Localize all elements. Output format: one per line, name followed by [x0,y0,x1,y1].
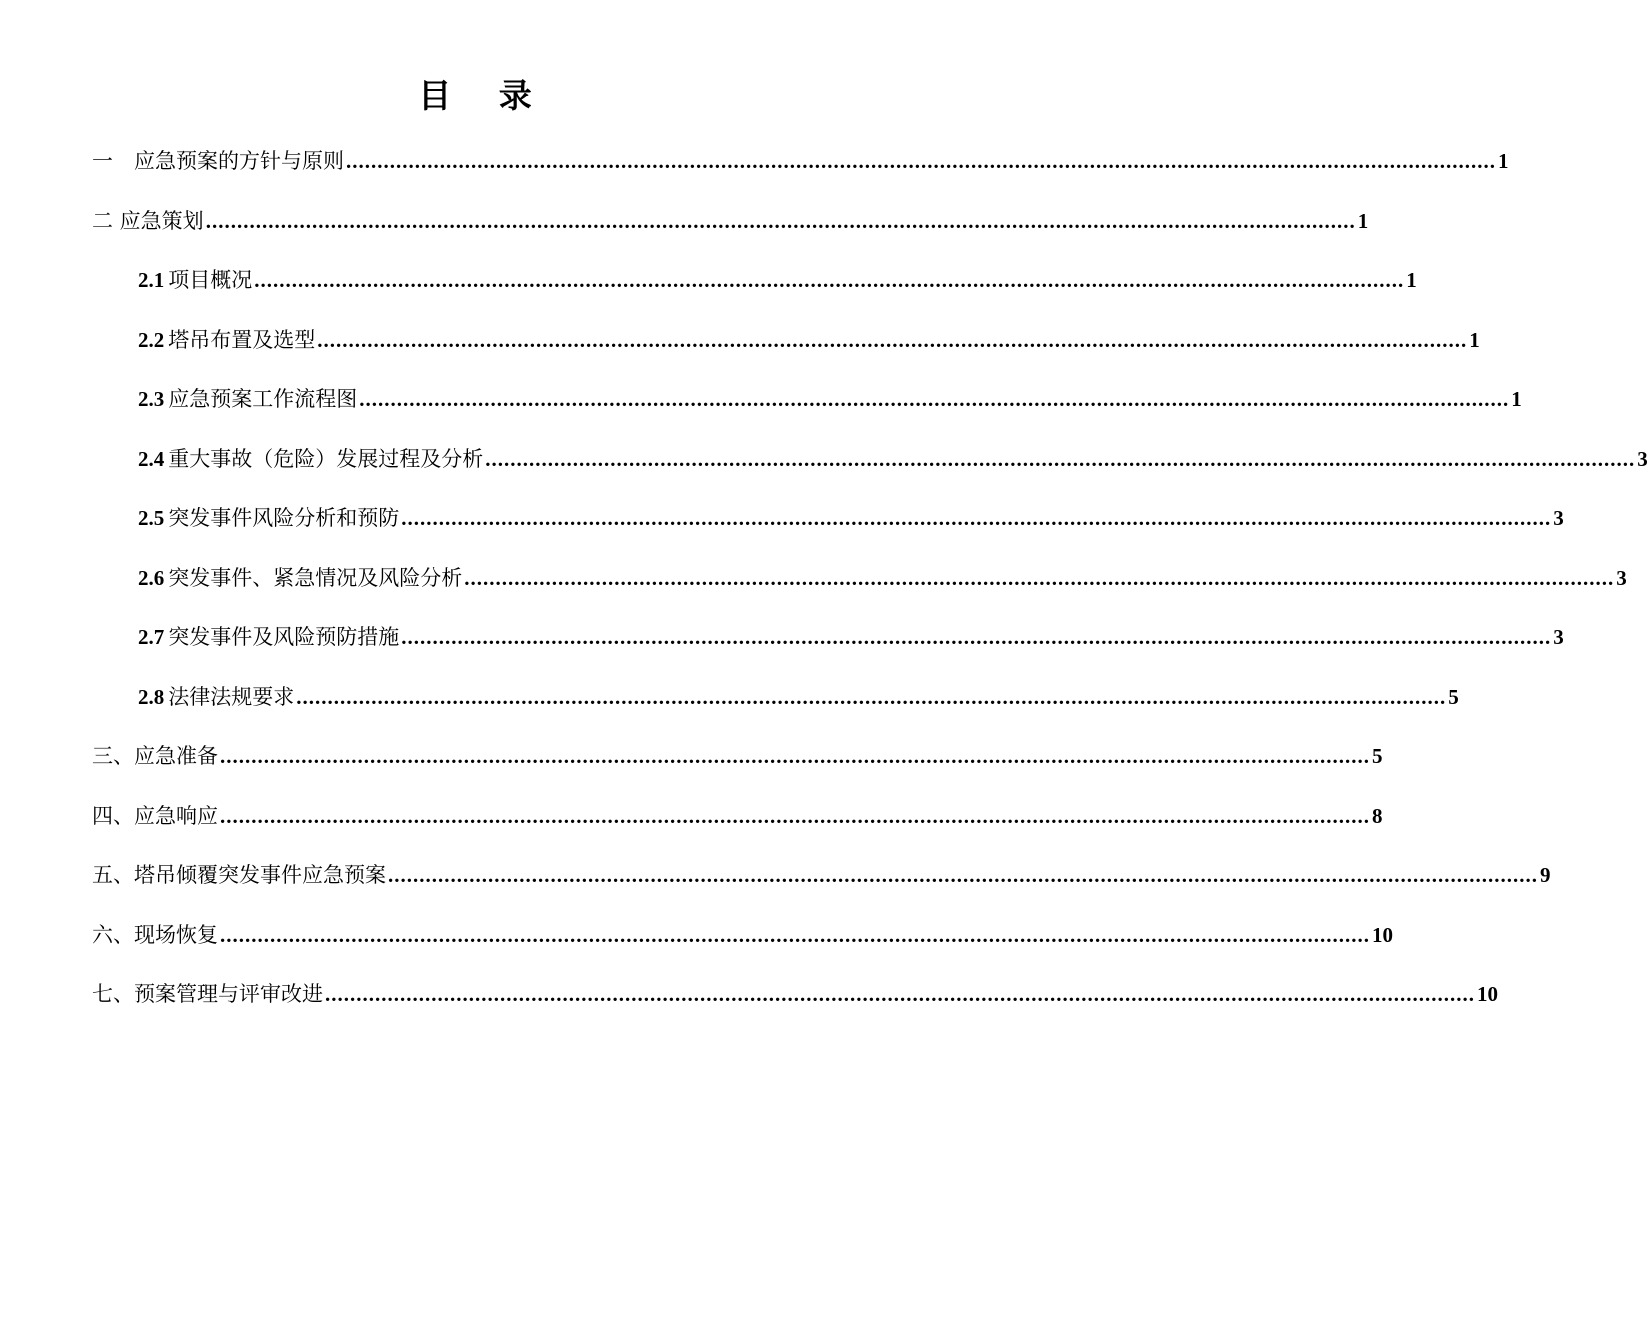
toc-entry-title: 五、塔吊倾覆突发事件应急预案 [92,863,386,887]
toc-page-number: 5 [1448,684,1459,709]
toc-dot-leader: ........................................................................................................................................................................................ [346,149,1496,173]
toc-page-number: 3 [1553,506,1564,530]
toc-entry-label [92,793,218,839]
toc-dot-leader: ........................................................................................................................................................................................ [254,268,1405,292]
toc-section-number: 2.7 [138,625,165,649]
toc-page-number: 5 [1372,744,1383,768]
toc-entry[interactable] [92,614,1564,674]
toc-entry-title: 项目概况 [168,268,253,292]
toc-entry-title: 重大事故（危险）发展过程及分析 [168,446,484,471]
toc-page-number: 8 [1372,803,1383,828]
toc-section-number: 2.3 [138,387,165,411]
toc-section-number: 2.8 [138,684,165,709]
toc-entry[interactable] [92,793,1383,853]
toc-entry-title: 法律法规要求 [168,684,295,709]
toc-dot-leader: ........................................................................................................................................................................................ [296,684,1447,709]
toc-entry-title: 塔吊布置及选型 [168,327,316,352]
toc-entry-label [138,614,399,660]
toc-entry-label [138,376,357,422]
toc-section-number: 2.2 [138,327,165,352]
toc-entry-title: 四、应急响应 [92,803,218,828]
toc-page-number: 1 [1498,149,1509,173]
toc-entry-title: 三、应急准备 [92,744,218,768]
toc-entry[interactable] [92,198,1369,258]
toc-dot-leader: ........................................................................................................................................................................................ [401,625,1552,649]
toc-entry-label [138,436,483,482]
toc-page-number: 1 [1511,387,1522,411]
toc-entry[interactable] [92,852,1551,912]
toc-page-number: 9 [1540,863,1551,887]
toc-section-number: 2.5 [138,506,165,530]
toc-page-number: 1 [1357,208,1369,233]
toc-entry-label [92,852,386,898]
toc-entry-title: 突发事件风险分析和预防 [168,506,400,530]
toc-entry-label [138,257,252,303]
toc-entry-label [92,971,323,1017]
toc-section-number: 2.1 [138,268,165,292]
toc-entry[interactable] [92,555,1627,615]
table-of-contents [92,138,1648,1031]
toc-entry[interactable] [92,257,1417,317]
toc-entry-label [92,912,218,958]
toc-page-number: 3 [1616,565,1627,590]
toc-entry[interactable] [92,436,1648,496]
page-title: 目 录 [418,76,550,115]
toc-entry-title: 六、现场恢复 [92,922,218,947]
toc-entry-label [138,317,315,363]
toc-entry[interactable] [92,376,1522,436]
toc-page-number: 10 [1477,982,1498,1006]
toc-entry-label [138,555,462,601]
toc-entry[interactable] [92,317,1480,377]
toc-dot-leader: ........................................................................................................................................................................................ [220,803,1370,828]
toc-page-number: 10 [1372,922,1393,947]
toc-section-number: 2.6 [138,565,165,590]
toc-entry-title: 二 应急策划 [92,208,204,233]
toc-dot-leader: ........................................................................................................................................................................................ [359,387,1510,411]
toc-entry[interactable] [92,733,1383,793]
toc-dot-leader: ........................................................................................................................................................................................ [388,863,1538,887]
toc-dot-leader: ........................................................................................................................................................................................ [205,208,1356,233]
toc-page-number: 1 [1406,268,1417,292]
toc-entry-label [138,495,399,541]
toc-dot-leader: ........................................................................................................................................................................................ [220,922,1370,947]
toc-entry-title: 一 应急预案的方针与原则 [92,149,344,173]
toc-section-number: 2.4 [138,446,165,471]
toc-entry-label [92,138,344,184]
toc-entry-title: 七、预案管理与评审改进 [92,982,323,1006]
toc-dot-leader: ........................................................................................................................................................................................ [401,506,1552,530]
toc-dot-leader: ........................................................................................................................................................................................ [325,982,1475,1006]
toc-entry-title: 突发事件、紧急情况及风险分析 [168,565,463,590]
toc-entry[interactable] [92,912,1393,972]
toc-page-number: 3 [1553,625,1564,649]
toc-dot-leader: ........................................................................................................................................................................................ [317,327,1468,352]
toc-page-number: 3 [1637,446,1648,471]
toc-entry[interactable] [92,495,1564,555]
toc-entry-label [92,733,218,779]
toc-entry[interactable] [92,971,1498,1031]
toc-dot-leader: ........................................................................................................................................................................................ [485,446,1636,471]
toc-entry-label [138,674,294,720]
toc-page-number: 1 [1469,327,1480,352]
toc-dot-leader: ........................................................................................................................................................................................ [464,565,1615,590]
toc-entry-title: 应急预案工作流程图 [168,387,358,411]
toc-entry[interactable] [92,674,1459,734]
toc-dot-leader: ........................................................................................................................................................................................ [220,744,1370,768]
toc-entry-label [92,198,204,244]
toc-entry[interactable] [92,138,1509,198]
toc-entry-title: 突发事件及风险预防措施 [168,625,400,649]
